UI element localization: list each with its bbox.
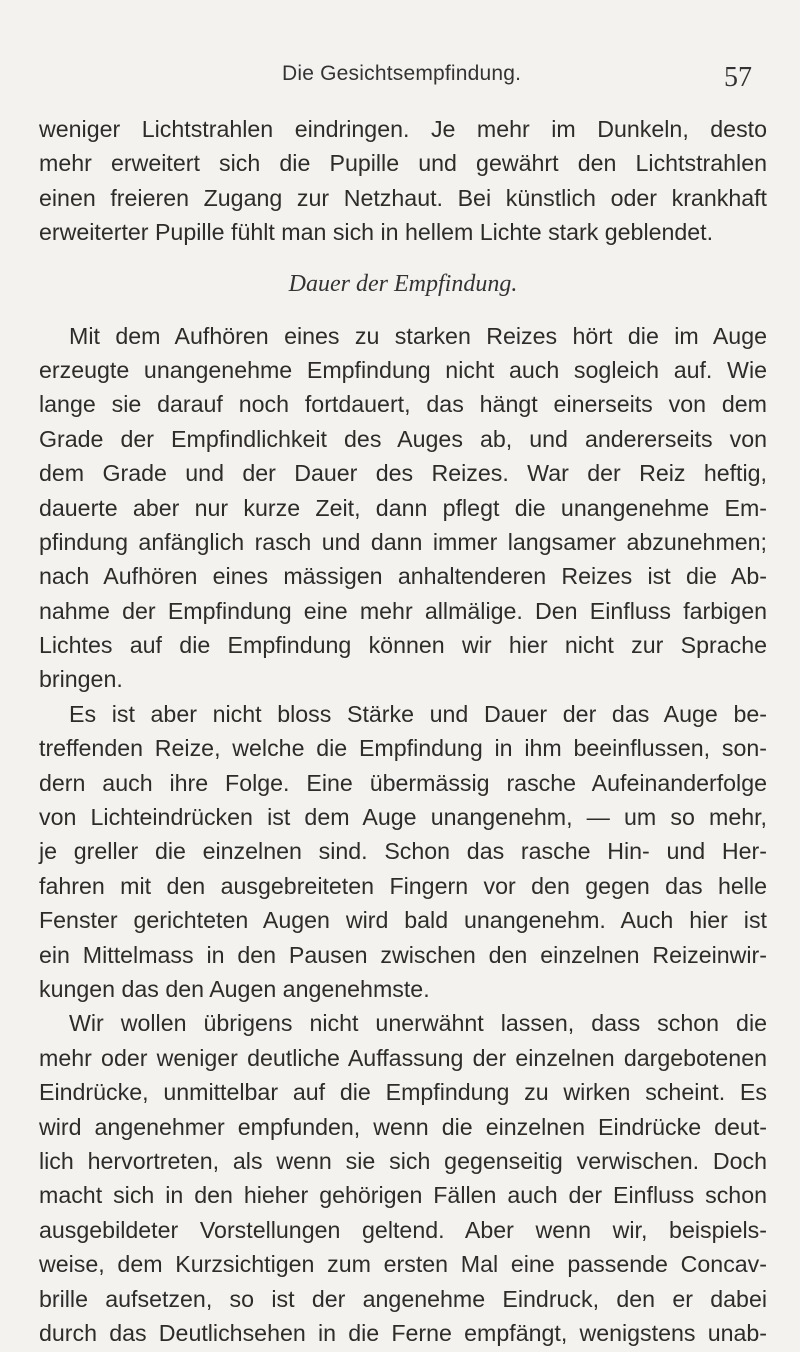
text-line: von Lichteindrücken ist dem Auge unangenehm, — um so mehr, [39, 804, 767, 831]
text-line: erweiterter Pupille fühlt man sich in hellem Lichte stark geblendet. [39, 219, 714, 246]
text-line: durch das Deutlichsehen in die Ferne empfängt, wenigstens unab- [39, 1319, 767, 1346]
text-line: Mit dem Aufhören eines zu starken Reizes hört die im Auge [69, 322, 767, 349]
text-line: Fenster gerichteten Augen wird bald unangenehm. Auch hier ist [39, 907, 767, 934]
text-line: lich hervortreten, als wenn sie sich gegenseitig verwischen. Doch [39, 1147, 767, 1174]
text-line: macht sich in den hieher gehörigen Fällen auch der Einfluss schon [39, 1182, 767, 1209]
section-heading: Dauer der Empfindung. [288, 270, 518, 297]
text-line: kungen das den Augen angenehmste. [39, 975, 430, 1002]
text-line: dern auch ihre Folge. Eine übermässig rasche Aufeinanderfolge [39, 769, 767, 796]
text-line: nach Aufhören eines mässigen anhaltenderen Reizes ist die Ab- [39, 563, 767, 590]
text-line: treffenden Reize, welche die Empfindung in ihm beeinflussen, son- [39, 735, 767, 762]
text-line: mehr erweitert sich die Pupille und gewährt den Lichtstrahlen [39, 150, 767, 177]
body-text [39, 112, 767, 1350]
text-line: ein Mittelmass in den Pausen zwischen den einzelnen Reizeinwir- [39, 941, 767, 968]
text-line: je greller die einzelnen sind. Schon das rasche Hin- und Her- [39, 838, 767, 865]
text-line: bringen. [39, 666, 123, 693]
paragraph-3 [39, 697, 767, 1007]
page-number: 57 [724, 62, 752, 93]
paragraph-2 [39, 319, 767, 697]
text-line: mehr oder weniger deutliche Auffassung der einzelnen dargebotenen [39, 1044, 767, 1071]
text-line: dauerte aber nur kurze Zeit, dann pflegt die unangenehme Em- [39, 494, 767, 521]
running-head [0, 62, 800, 102]
text-line: fahren mit den ausgebreiteten Fingern vor den gegen das helle [39, 872, 767, 899]
running-title: Die Gesichtsempfindung. [282, 62, 522, 85]
text-line: wird angenehmer empfunden, wenn die einzelnen Eindrücke deut- [39, 1113, 767, 1140]
text-line: Eindrücke, unmittelbar auf die Empfindung zu wirken scheint. Es [39, 1079, 767, 1106]
text-line: weniger Lichtstrahlen eindringen. Je mehr im Dunkeln, desto [39, 116, 767, 142]
text-line: lange sie darauf noch fortdauert, das hängt einerseits von dem [39, 391, 767, 418]
text-line: erzeugte unangenehme Empfindung nicht auch sogleich auf. Wie [39, 356, 767, 383]
text-line: Wir wollen übrigens nicht unerwähnt lassen, dass schon die [69, 1010, 767, 1037]
text-line: brille aufsetzen, so ist der angenehme Eindruck, den er dabei [39, 1285, 767, 1312]
paragraph-1 [39, 112, 767, 250]
text-line: ausgebildeter Vorstellungen geltend. Aber wenn wir, beispiels- [39, 1216, 767, 1243]
text-line: nahme der Empfindung eine mehr allmälige. Den Einfluss farbigen [39, 597, 767, 624]
text-line: Grade der Empfindlichkeit des Auges ab, und andererseits von [39, 425, 767, 452]
text-line: pfindung anfänglich rasch und dann immer langsamer abzunehmen; [39, 528, 767, 555]
text-line: dem Grade und der Dauer des Reizes. War der Reiz heftig, [39, 460, 767, 487]
text-line: einen freieren Zugang zur Netzhaut. Bei künstlich oder krankhaft [39, 184, 767, 211]
paragraph-4 [39, 1006, 767, 1350]
text-line: Es ist aber nicht bloss Stärke und Dauer der das Auge be- [69, 700, 767, 727]
text-line: weise, dem Kurzsichtigen zum ersten Mal eine passende Concav- [39, 1251, 767, 1278]
text-line: Lichtes auf die Empfindung können wir hier nicht zur Sprache [39, 632, 767, 659]
